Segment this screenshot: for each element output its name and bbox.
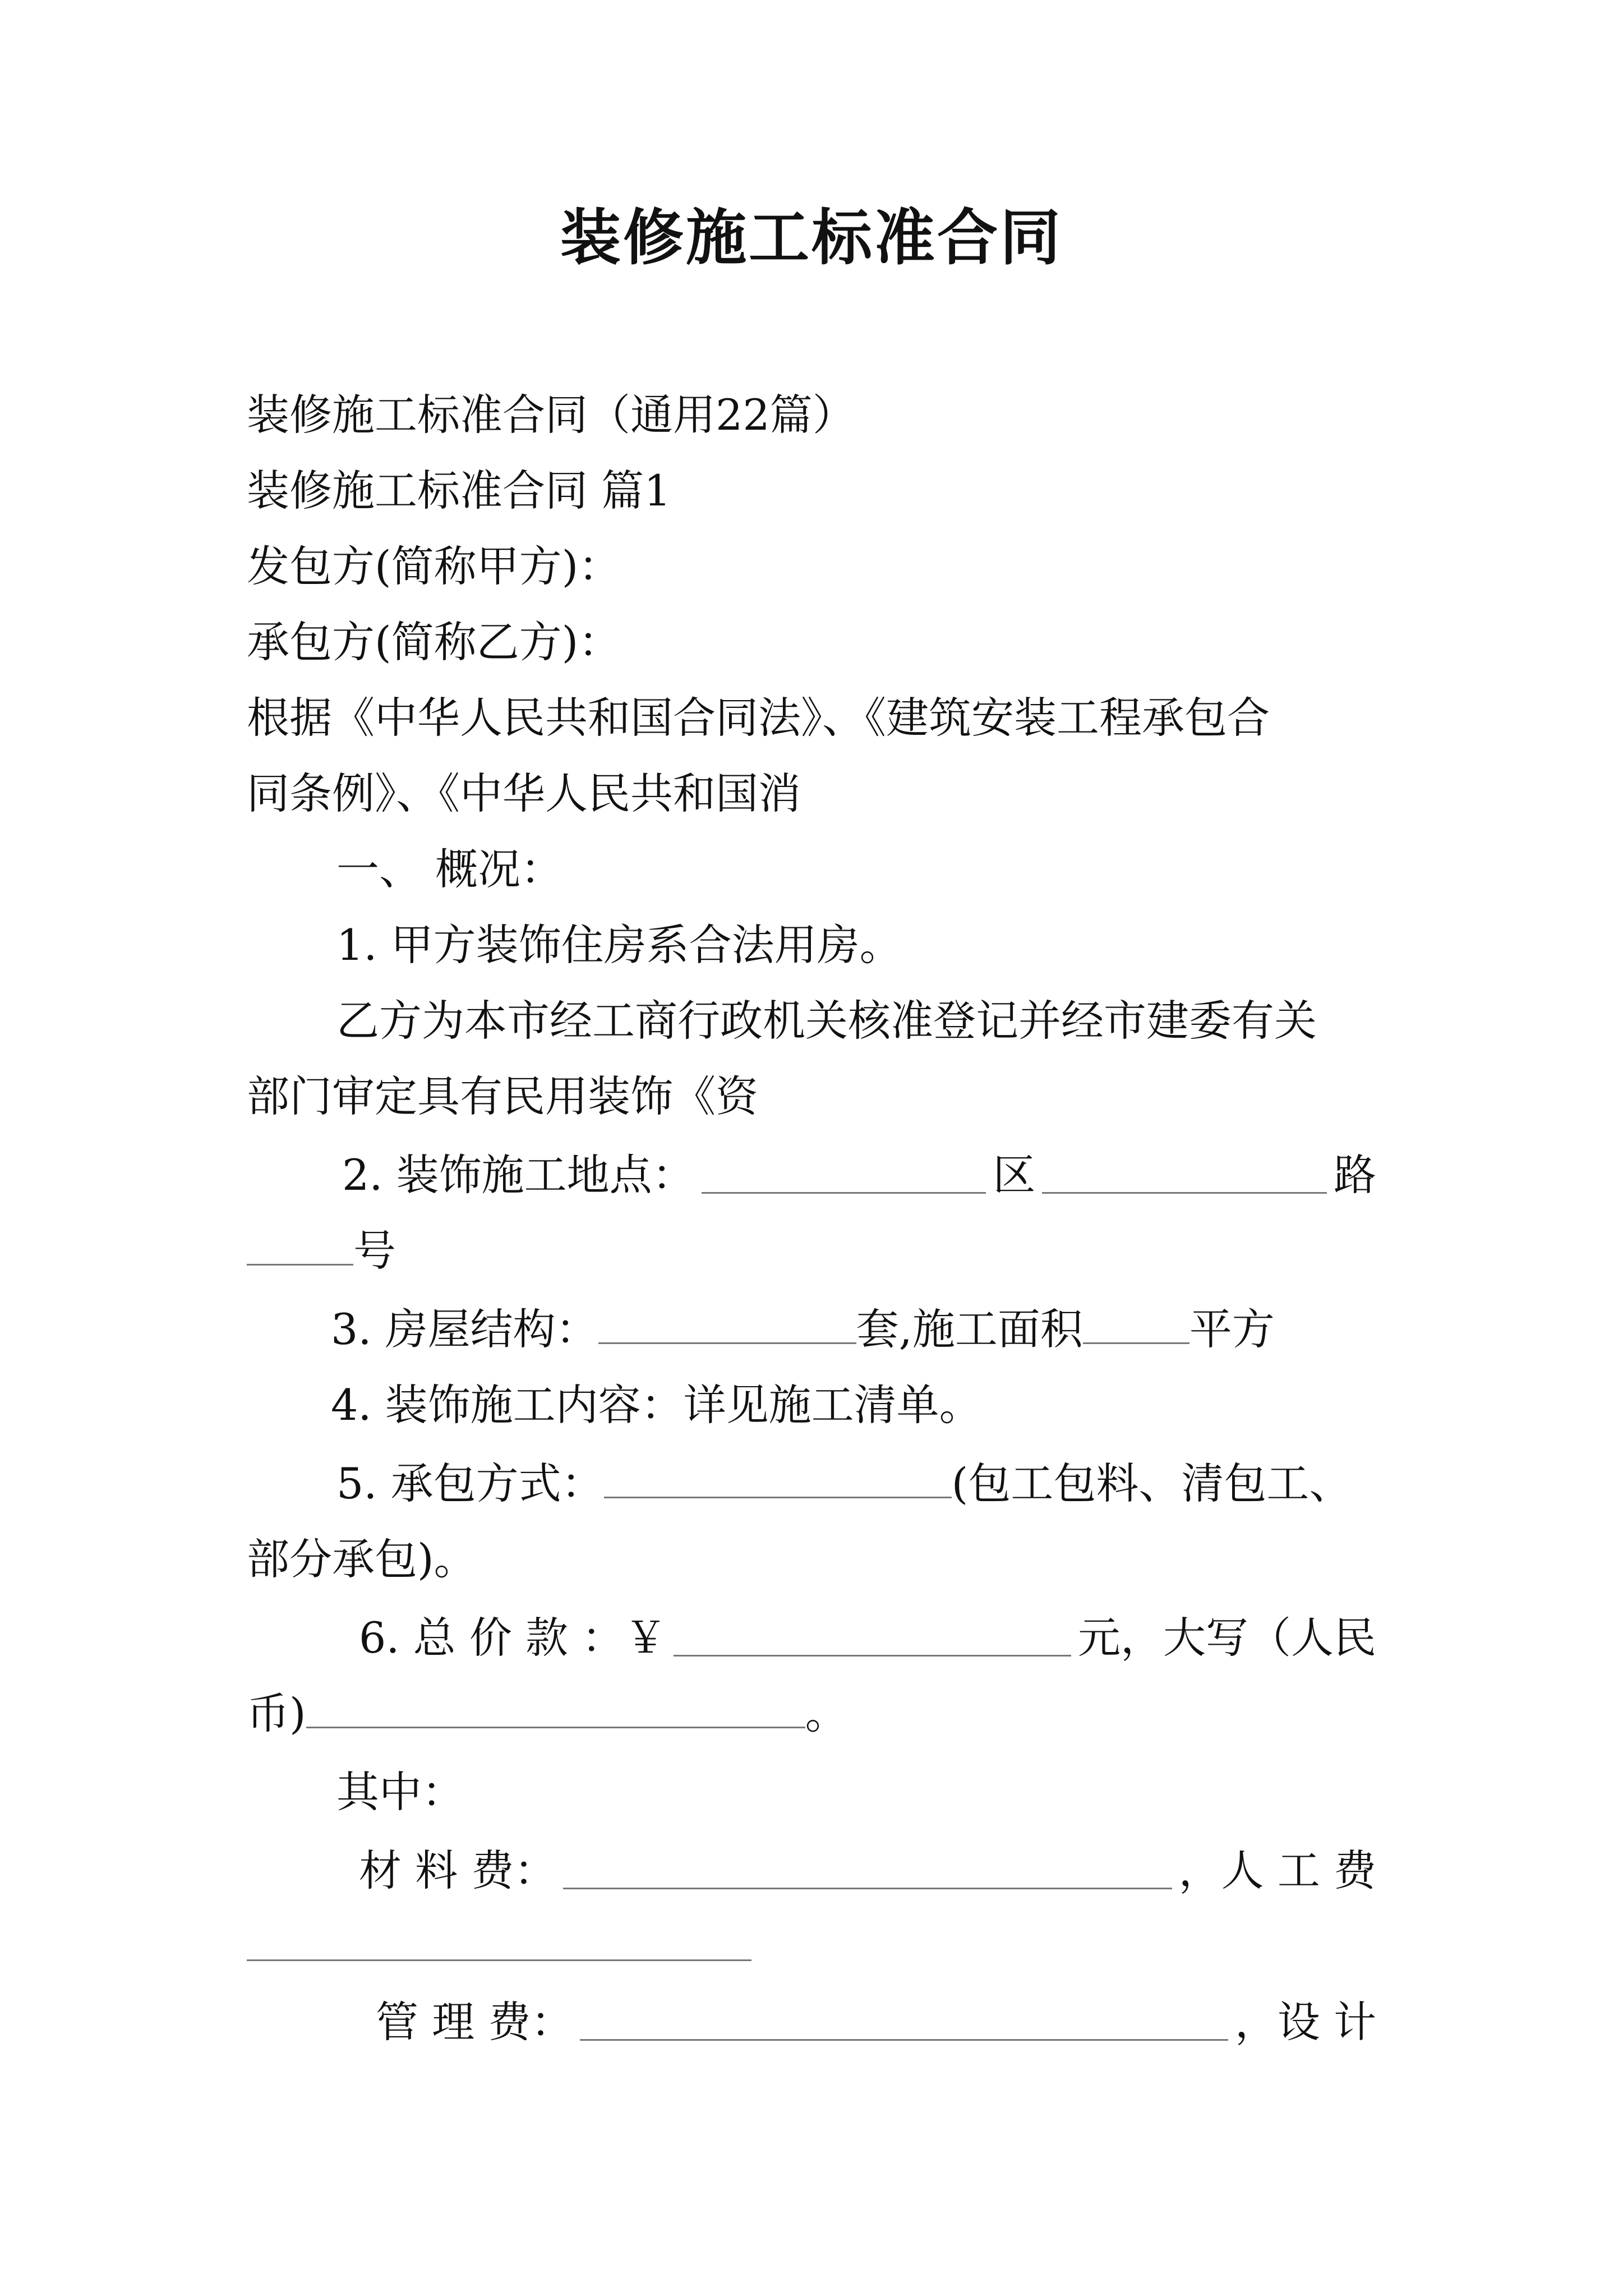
item-2-location-cont: [247, 1217, 1376, 1285]
road-blank: [1042, 1157, 1327, 1194]
party-a-line: 发包方(简称甲方)：: [247, 541, 621, 591]
item-6-total-price-cont: [247, 1680, 1376, 1747]
party-b-line: 承包方(简称乙方)：: [247, 617, 621, 667]
capital-amount-blank: [306, 1692, 805, 1728]
paragraph-basis-cont: 同条例》、《中华人民共和国消: [247, 769, 801, 818]
section-heading: 装修施工标准合同 篇1: [247, 466, 671, 516]
structure-label: 3. 房屋结构：: [331, 1304, 598, 1354]
breakdown-heading: 其中：: [336, 1767, 464, 1817]
design-fee-label: ，设 计: [1234, 1997, 1376, 2047]
management-design-fee: [376, 1989, 1376, 2056]
number-blank: [247, 1229, 353, 1266]
mode-label: 5. 承包方式：: [336, 1458, 604, 1508]
paragraph-contractor: 乙方为本市经工商行政机关核准登记并经市建委有关: [336, 996, 1317, 1046]
labor-fee-label: ，人 工 费: [1178, 1846, 1376, 1895]
period: 。: [805, 1688, 848, 1738]
paragraph-contractor-cont: 部门审定具有民用装饰《资: [247, 1071, 758, 1121]
labor-fee-blank: [247, 1925, 751, 1961]
paragraph-basis: 根据《中华人民共和国合同法》、《建筑安装工程承包合: [247, 693, 1270, 743]
location-label: 2. 装饰施工地点：: [342, 1150, 695, 1200]
area-text: 套,施工面积: [856, 1304, 1083, 1354]
mode-blank: [604, 1462, 952, 1498]
item-3-structure: [331, 1296, 1376, 1363]
overview-heading: 一、 概况：: [336, 844, 564, 894]
document-title: 装修施工标准合同: [560, 203, 1063, 273]
district-text: 区: [993, 1150, 1036, 1200]
item-2-location: [342, 1142, 1376, 1209]
price-label: 6. 总 价 款 ：￥: [359, 1613, 667, 1663]
price-capital-text: 元，大写（人民: [1078, 1613, 1376, 1663]
material-labor-fee: [359, 1837, 1376, 1904]
price-blank: [674, 1620, 1071, 1657]
item-5-contract-mode: [336, 1450, 1410, 1517]
item-6-total-price: [359, 1604, 1376, 1672]
management-fee-blank: [580, 2004, 1228, 2041]
item-5-contract-mode-cont: 部分承包)。: [247, 1534, 477, 1584]
mode-options: (包工包料、清包工、: [951, 1458, 1352, 1508]
area-blank: [1083, 1308, 1189, 1344]
currency-prefix: 币): [247, 1688, 306, 1738]
management-fee-label: 管 理 费：: [376, 1997, 574, 2047]
road-text: 路: [1334, 1150, 1377, 1200]
number-text: 号: [353, 1226, 396, 1276]
doc-subtitle: 装修施工标准合同（通用22篇）: [247, 390, 855, 440]
material-fee-blank: [563, 1853, 1172, 1889]
item-1: 1. 甲方装饰住房系合法用房。: [336, 920, 902, 970]
sets-blank: [598, 1308, 856, 1344]
item-4-content: 4. 装饰施工内容：详见施工清单。: [331, 1380, 982, 1430]
area-unit: 平方: [1189, 1304, 1275, 1354]
labor-fee-cont: [247, 1913, 1376, 1980]
material-fee-label: 材 料 费：: [359, 1846, 557, 1895]
district-blank: [702, 1157, 986, 1194]
